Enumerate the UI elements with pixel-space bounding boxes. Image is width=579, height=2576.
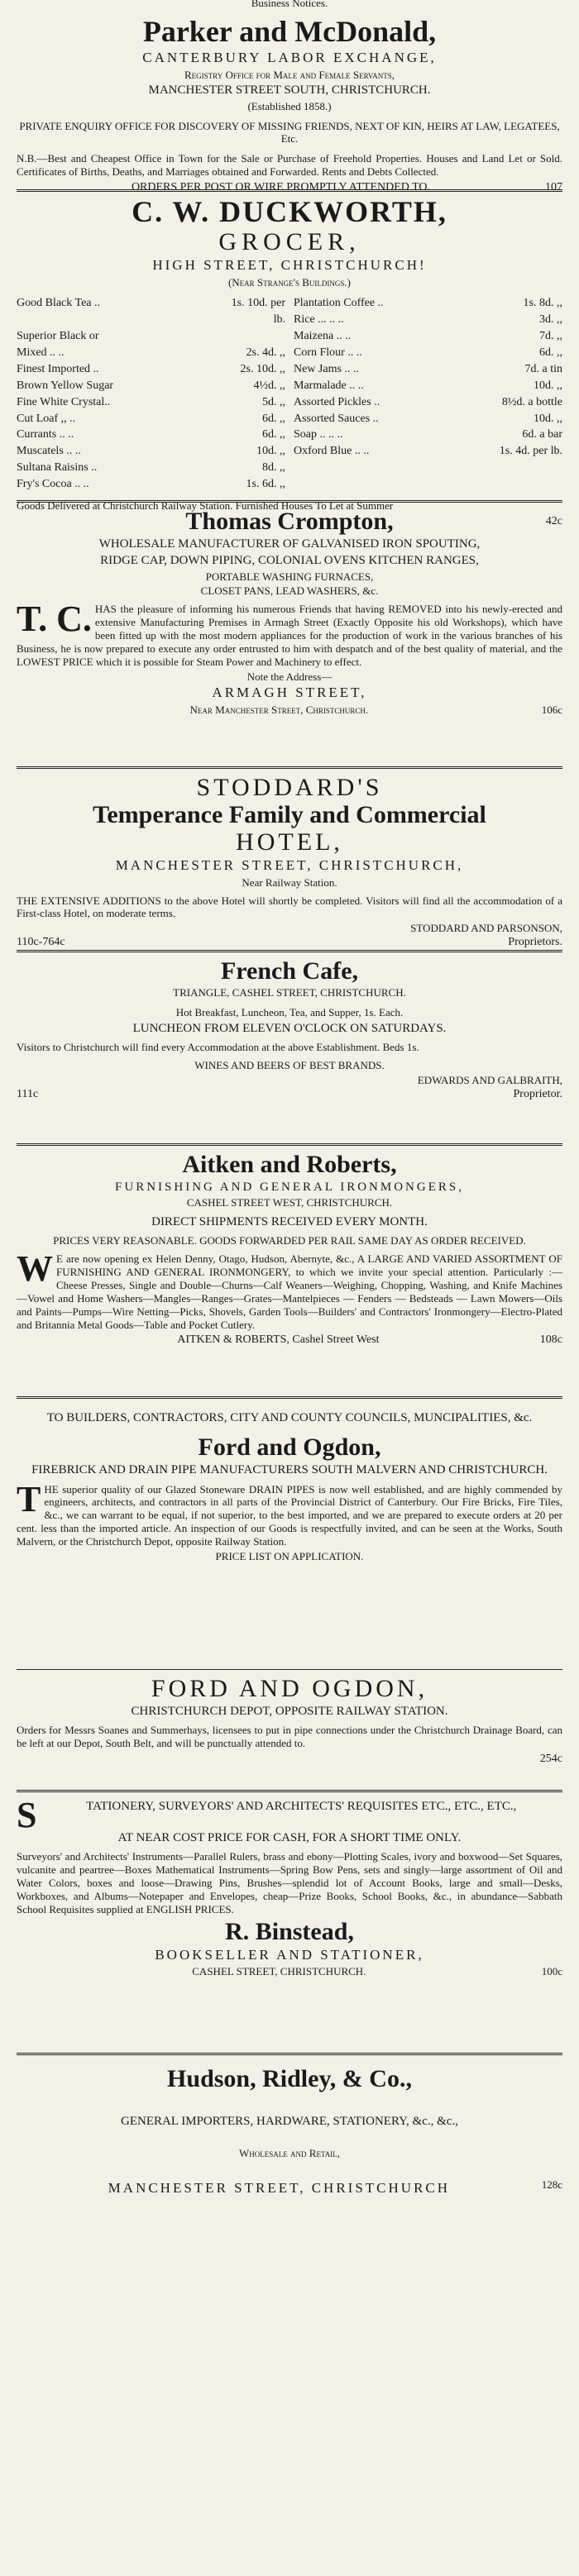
ad-body-wrap xyxy=(17,1248,562,1331)
ad-line: PRICES VERY REASONABLE. GOODS FORWARDED PER RAIL SAME DAY AS ORDER RECEIVED. xyxy=(53,1234,526,1247)
ad-address: MANCHESTER STREET SOUTH, CHRISTCHURCH. xyxy=(148,83,431,98)
price-item-name: Muscatels .. .. xyxy=(17,445,81,458)
price-item-name: Currants .. .. xyxy=(17,428,74,441)
price-item-name: Corn Flour .. .. xyxy=(294,346,362,360)
price-item-price: 1s. 4d. per lb. xyxy=(499,445,562,458)
price-item xyxy=(17,345,285,361)
ad-ford-ogdon-depot xyxy=(17,1670,562,1792)
price-item-price: 6d. a bar xyxy=(522,428,562,441)
ad-line: AT NEAR COST PRICE FOR CASH, FOR A SHORT TIME ONLY. xyxy=(117,1831,462,1844)
price-item-price: 7d. ,, xyxy=(539,330,562,343)
ad-trade: GROCER, xyxy=(218,227,361,255)
ad-ref: 108c xyxy=(539,1333,562,1347)
ad-footer xyxy=(17,1333,562,1347)
ad-ref: 100c xyxy=(541,1965,562,1978)
price-item xyxy=(17,378,285,394)
price-item xyxy=(17,394,285,411)
ad-line: Wholesale and Retail, xyxy=(239,2147,340,2160)
ad-footer xyxy=(17,1087,562,1101)
ad-ford-ogdon xyxy=(17,1399,562,1670)
ad-near: Near Railway Station. xyxy=(242,875,337,889)
price-item-price: 8½d. a bottle xyxy=(501,395,562,408)
price-item-price: 6d. ,, xyxy=(539,346,562,360)
price-item xyxy=(17,295,285,328)
price-item-name: Finest Imported .. xyxy=(17,362,99,375)
ad-line: DIRECT SHIPMENTS RECEIVED EVERY MONTH. xyxy=(151,1215,428,1229)
ad-address-2: Near Manchester Street, Christchurch. xyxy=(189,704,369,717)
ad-body-wrap xyxy=(17,599,562,668)
ad-line: GENERAL IMPORTERS, HARDWARE, STATIONERY, &c., &c., xyxy=(121,2115,458,2128)
price-item xyxy=(294,411,562,427)
ad-address: ARMAGH STREET, xyxy=(212,685,367,701)
ad-note: Note the Address— xyxy=(246,670,333,683)
price-item-name: Superior Black or xyxy=(17,330,99,343)
price-item-name: New Jams .. .. xyxy=(294,362,359,375)
ad-title: Aitken and Roberts, xyxy=(182,1151,397,1178)
price-item-name: Plantation Coffee .. xyxy=(294,297,384,310)
ad-proprietors: Proprietors. xyxy=(508,936,562,949)
price-item xyxy=(17,427,285,443)
price-column-right xyxy=(294,295,562,493)
price-item-name: Fry's Cocoa .. .. xyxy=(17,478,89,491)
ad-line: LUNCHEON FROM ELEVEN O'CLOCK ON SATURDAYS. xyxy=(132,1021,447,1035)
drop-cap: S xyxy=(17,1795,37,1835)
ad-preheading: TO BUILDERS, CONTRACTORS, CITY AND COUNTY COUNCILS, MUNCIPALITIES, &c. xyxy=(46,1411,533,1424)
price-item xyxy=(294,378,562,394)
ad-seller: R. Binstead, xyxy=(225,1917,354,1945)
ad-body: HAS the pleasure of informing his numerous Friends that having REMOVED into his newly-erected and extensive Manufacturing Premises in Armagh Street (Exactly Opposite his old Workshops), which have been fitted up with the most modern appliances for the production of work in the various branches of his Business, he is now prepared to execute any order entrusted to him with despatch and of the best quality of material, and the LOWEST PRICE which it is possible for Steam Power and Machinery to effect. xyxy=(17,603,562,668)
ad-line: FURNISHING AND GENERAL IRONMONGERS, xyxy=(115,1181,464,1194)
ad-line: WHOLESALE MANUFACTURER OF GALVANISED IRON SPOUTING, xyxy=(98,537,481,551)
price-item-price: 4½d. ,, xyxy=(253,379,285,392)
price-column-left xyxy=(17,295,285,493)
ad-body: THE EXTENSIVE ADDITIONS to the above Hotel will shortly be completed. Visitors will find all the accommodation of a First-class Hotel, on moderate terms. xyxy=(17,894,562,920)
price-item-price: 5d. ,, xyxy=(262,395,285,408)
ad-ref: 107 xyxy=(545,180,562,193)
ad-ref: 42c xyxy=(545,514,562,527)
ad-title: French Cafe, xyxy=(220,957,359,985)
price-item xyxy=(17,328,285,345)
drop-cap: T xyxy=(17,1478,41,1519)
ad-signature: AITKEN & ROBERTS, Cashel Street West xyxy=(177,1333,380,1347)
ad-stoddards xyxy=(17,769,562,952)
price-item-price: 1s. 6d. ,, xyxy=(246,478,285,491)
ad-crompton xyxy=(17,503,562,769)
ad-line: RIDGE CAP, DOWN PIPING, COLONIAL OVENS KITCHEN RANGES, xyxy=(100,554,479,568)
price-item-price: 1s. 10d. per lb. xyxy=(231,297,285,327)
price-item-price: 10d. ,, xyxy=(534,379,562,392)
ad-title: TATIONERY, SURVEYORS' AND ARCHITECTS' REQUISITES ETC., ETC., ETC., xyxy=(86,1800,517,1813)
ad-line: CLOSET PANS, LEAD WASHERS, &c. xyxy=(200,584,379,598)
price-item xyxy=(294,295,562,312)
price-item-price: 6d. ,, xyxy=(262,428,285,441)
ad-footer xyxy=(17,2178,562,2199)
ad-footer-text: Goods Delivered at Christchurch Railway Station. Furnished Houses To Let at Summer xyxy=(17,499,394,512)
ad-address: MANCHESTER STREET, CHRISTCHURCH xyxy=(108,2180,451,2197)
price-item-price: 1s. 8d. ,, xyxy=(523,297,562,310)
price-item-name: Fine White Crystal.. xyxy=(17,395,111,408)
price-item-price: 2s. 10d. ,, xyxy=(240,362,285,375)
price-item xyxy=(294,394,562,411)
ad-hudson-ridley xyxy=(17,2055,562,2206)
price-item-price xyxy=(219,328,285,345)
price-item xyxy=(17,460,285,476)
ad-address: MANCHESTER STREET, CHRISTCHURCH, xyxy=(115,857,464,873)
ad-address: CASHEL STREET, CHRISTCHURCH. xyxy=(192,1965,366,1978)
newspaper-page xyxy=(17,0,562,2206)
price-item-price: 10d. ,, xyxy=(534,412,562,425)
ad-body-wrap xyxy=(17,1478,562,1548)
ad-footer xyxy=(17,704,562,717)
ad-title-2: Temperance Family and Commercial xyxy=(93,801,486,828)
ad-footer xyxy=(17,180,562,194)
price-item-price: 8d. ,, xyxy=(262,461,285,475)
price-item-name: Good Black Tea .. xyxy=(17,297,101,310)
ad-body: E are now opening ex Helen Denny, Otago, Hudson, Abernyte, &c., A LARGE AND VARIED ASSORTMENT OF FURNISHING AND GENERAL IRONMONGERY, to which we invite your special attention. Particularly :—Cheese Presses, Single and Double—Churns—Calf Weaners—Weighing, Chopping, Washing, and Knife Machines—Vowel and Home Washers—Mangles—Ranges—Grates—Mantelpieces — Fenders — Bedsteads — Lawn Mowers—Oils and Paints—Pumps—Wire Netting—Picks, Shovels, Garden Tools—Builders' and Contractors' Ironmongery—Electro-Plated and Britannia Metal Goods—Table and Pocket Cutlery. xyxy=(17,1252,562,1331)
ad-address: HIGH STREET, CHRISTCHURCH! xyxy=(152,256,427,273)
ad-address: CASHEL STREET WEST, CHRISTCHURCH. xyxy=(186,1196,393,1209)
price-item-name: Assorted Sauces .. xyxy=(294,412,379,425)
ad-line: PORTABLE WASHING FURNACES, xyxy=(205,570,374,583)
price-item-price: 10d. ,, xyxy=(256,445,285,458)
price-item xyxy=(17,476,285,493)
price-list xyxy=(17,295,562,493)
price-item xyxy=(294,312,562,328)
ad-ref: 106c xyxy=(541,704,562,717)
ad-ref: 128c xyxy=(541,2178,562,2192)
price-item-name: Soap .. .. .. xyxy=(294,428,343,441)
price-item-price: 2s. 4d. ,, xyxy=(246,346,285,360)
price-item-price: 3d. ,, xyxy=(539,313,562,327)
ad-heading-wrap xyxy=(17,1795,562,1835)
ad-address: TRIANGLE, CASHEL STREET, CHRISTCHURCH. xyxy=(173,986,406,999)
ad-established: (Established 1858.) xyxy=(247,99,332,112)
ad-title: Thomas Crompton, xyxy=(185,508,394,535)
ad-aitken-roberts xyxy=(17,1146,562,1399)
price-item xyxy=(294,328,562,345)
page-header: Business Notices. xyxy=(251,0,328,9)
price-item-name: Rice ... .. .. xyxy=(294,313,344,327)
ad-ref: 111c xyxy=(17,1087,39,1100)
price-item xyxy=(17,361,285,378)
ad-body: Orders for Messrs Soanes and Summerhays, licensees to put in pipe connections under the Christchurch Drainage Board, can be left at our Depot, South Belt, and will be punctually attended to. xyxy=(17,1724,562,1750)
ad-title: Parker and McDonald, xyxy=(142,15,437,48)
ad-trade: BOOKSELLER AND STATIONER, xyxy=(155,1946,424,1963)
drop-cap: W xyxy=(17,1248,53,1290)
price-item xyxy=(294,427,562,443)
price-item-name: Oxford Blue .. .. xyxy=(294,445,370,458)
ad-footer xyxy=(17,935,562,949)
ad-line: PRIVATE ENQUIRY OFFICE FOR DISCOVERY OF MISSING FRIENDS, NEXT OF KIN, HEIRS AT LAW, LEGATEES, Etc. xyxy=(19,119,560,145)
price-item-price: 7d. a tin xyxy=(524,362,562,375)
ad-orders: ORDERS PER POST OR WIRE PROMPTLY ATTENDED TO. xyxy=(131,180,431,193)
ad-signature: EDWARDS AND GALBRAITH, xyxy=(417,1073,562,1086)
price-item-price: 6d. ,, xyxy=(262,412,285,425)
ad-proprietor: Proprietor. xyxy=(513,1087,562,1100)
ad-title: Hudson, Ridley, & Co., xyxy=(167,2065,412,2092)
price-item-name: Marmalade .. .. xyxy=(294,379,364,392)
price-item-name: Brown Yellow Sugar xyxy=(17,379,114,392)
price-item-name: Mixed .. .. xyxy=(17,346,65,360)
ad-body: Surveyors' and Architects' Instruments—Parallel Rulers, brass and ebony—Plotting Scales, ivory and boxwood—Set Squares, vulcanite and peartree—Boxes Mathematical Instruments—Spring Bow Pens, sets and singly—large assortment of Oil and Water Colors, boxes and loose—Drawing Pins, Brushes—splendid lot of Account Books, large and small—Desks, Workboxes, and Albums—Notepaper and Envelopes, cheap—Prize Books, School Books, &c., in abundance—Sabbath School Requisites supplied at ENGLISH PRICES. xyxy=(17,1850,562,1915)
price-item xyxy=(294,345,562,361)
ad-line: CHRISTCHURCH DEPOT, OPPOSITE RAILWAY STATION. xyxy=(131,1705,448,1718)
ad-ref: 110c-764c xyxy=(17,936,65,949)
price-item xyxy=(294,361,562,378)
price-item xyxy=(294,443,562,460)
ad-stationery-binstead xyxy=(17,1792,562,2055)
drop-cap: T. C. xyxy=(17,599,92,640)
ad-ref: 254c xyxy=(539,1753,562,1766)
ad-footer xyxy=(17,1965,562,1978)
ad-note: (Near Strange's Buildings.) xyxy=(227,275,352,289)
ad-body: Visitors to Christchurch will find every Accommodation at the above Establishment. Beds 1s. xyxy=(17,1041,419,1054)
price-item-name: Sultana Raisins .. xyxy=(17,461,98,475)
ad-body: HE superior quality of our Glazed Stoneware DRAIN PIPES is now well established, and are highly commended by engineers, architects, and contractors in all parts of the Provincial District of Canterbury. Our Fire Bricks, Fire Tiles, &c., we can warrant to be equal, if not superior, to the best imported, and we are prepared to execute orders at 20 per cent. less than the imported article. An inspection of our Goods is respectfully invited, and can be seen at the Works, South Malvern, or the Christchurch Depot, opposite Railway Station. xyxy=(17,1482,562,1548)
ad-title: Ford and Ogdon, xyxy=(198,1433,381,1462)
price-item-name: Assorted Pickles .. xyxy=(294,395,380,408)
ad-parker-mcdonald xyxy=(17,12,562,192)
price-item xyxy=(17,411,285,427)
ad-title: FORD AND OGDON, xyxy=(151,1675,428,1702)
ad-title-3: HOTEL, xyxy=(236,828,343,856)
ad-signature: STODDARD AND PARSONSON, xyxy=(410,922,562,935)
ad-subtitle: CANTERBURY LABOR EXCHANGE, xyxy=(142,49,437,65)
ad-line: PRICE LIST ON APPLICATION. xyxy=(215,1549,364,1562)
price-item-name: Maizena .. .. xyxy=(294,330,352,343)
ad-line: Hot Breakfast, Luncheon, Tea, and Supper, 1s. Each. xyxy=(175,1005,404,1018)
ad-title: C. W. DUCKWORTH, xyxy=(132,195,447,228)
ad-line: Registry Office for Male and Female Servants, xyxy=(184,68,395,81)
ad-french-cafe xyxy=(17,952,562,1146)
ad-line: FIREBRICK AND DRAIN PIPE MANUFACTURERS SOUTH MALVERN AND CHRISTCHURCH. xyxy=(31,1463,548,1477)
ad-body: N.B.—Best and Cheapest Office in Town for the Sale or Purchase of Freehold Properties. Houses and Land Let or Sold. Certificates of Births, Deaths, and Marriages obtained and Forwarded. Rents and Debts Collected. xyxy=(17,152,562,179)
ad-title: STODDARD'S xyxy=(196,774,383,801)
price-item-name: Cut Loaf ,, .. xyxy=(17,412,76,425)
ad-line: WINES AND BEERS OF BEST BRANDS. xyxy=(194,1058,385,1071)
price-item xyxy=(17,443,285,460)
